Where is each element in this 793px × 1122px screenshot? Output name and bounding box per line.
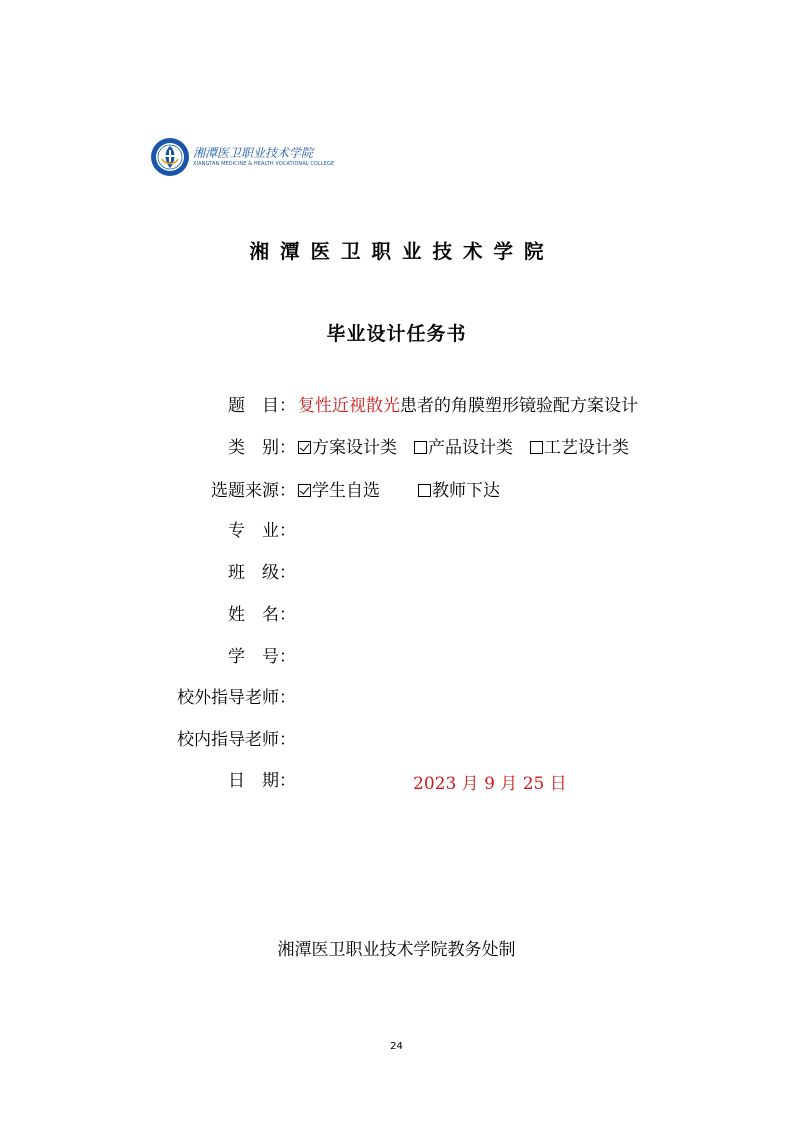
checkbox-unchecked-icon[interactable]	[414, 441, 427, 454]
category-option-scheme[interactable]	[298, 436, 397, 460]
logo-wordmark: 湘潭医卫职业技术学院	[193, 146, 314, 160]
checkbox-checked-icon[interactable]	[298, 484, 311, 497]
page-number: 24	[390, 1041, 403, 1052]
document-title: 毕业设计任务书	[326, 323, 467, 345]
internal-advisor-label: 校内指导老师：	[177, 730, 296, 750]
category-options	[298, 436, 646, 460]
school-title: 湘潭医卫职业技术学院	[249, 240, 555, 263]
date-label: 日 期：	[228, 771, 296, 791]
field-student-id	[0, 645, 793, 669]
date-value: 2023 月 9 月 25 日	[413, 774, 567, 794]
topic-value-rest: 患者的角膜塑形镜验配方案设计	[400, 396, 638, 416]
source-option-teacher[interactable]	[418, 479, 500, 503]
field-class	[0, 561, 793, 585]
field-date	[0, 769, 793, 793]
option-label: 工艺设计类	[544, 438, 629, 458]
option-label: 产品设计类	[428, 438, 513, 458]
option-label: 教师下达	[432, 481, 500, 501]
field-name	[0, 603, 793, 627]
category-label: 类 别：	[228, 438, 296, 458]
source-option-self[interactable]	[298, 479, 380, 503]
field-topic	[0, 394, 793, 418]
topic-value-highlight: 复性近视散光	[298, 396, 400, 416]
field-external-advisor	[0, 686, 793, 710]
category-option-product[interactable]	[414, 436, 513, 460]
source-options	[298, 479, 517, 503]
option-label: 方案设计类	[312, 438, 397, 458]
checkbox-checked-icon[interactable]	[298, 441, 311, 454]
topic-value	[298, 394, 638, 418]
external-advisor-label: 校外指导老师：	[177, 688, 296, 708]
field-major	[0, 519, 793, 543]
student-id-label: 学 号：	[228, 647, 296, 667]
name-label: 姓 名：	[228, 605, 296, 625]
option-label: 学生自选	[312, 481, 380, 501]
class-label: 班 级：	[228, 563, 296, 583]
topic-label: 题 目：	[228, 396, 296, 416]
logo-english-name: XIANGTAN MEDICINE & HEALTH VOCATIONAL COLLEGE	[193, 161, 335, 167]
major-label: 专 业：	[228, 521, 296, 541]
field-category	[0, 436, 793, 460]
issuer-footer: 湘潭医卫职业技术学院教务处制	[277, 940, 516, 960]
checkbox-unchecked-icon[interactable]	[418, 484, 431, 497]
checkbox-unchecked-icon[interactable]	[530, 441, 543, 454]
source-label: 选题来源：	[211, 481, 296, 501]
category-option-craft[interactable]	[530, 436, 629, 460]
college-seal-icon	[150, 137, 192, 179]
field-source	[0, 479, 793, 503]
field-internal-advisor	[0, 728, 793, 752]
